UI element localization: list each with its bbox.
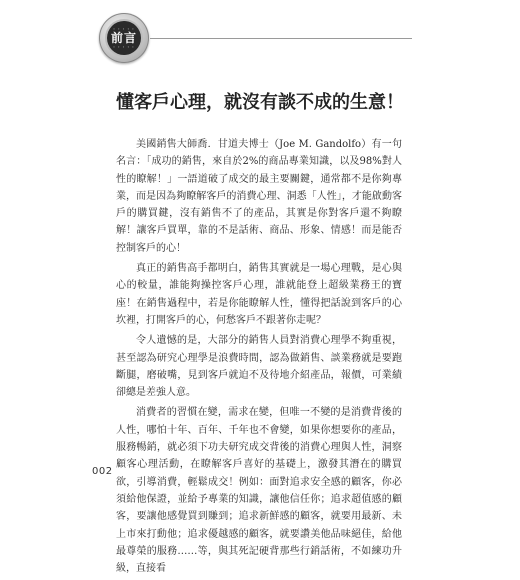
chapter-badge [99, 13, 149, 63]
badge-label: 前言 [110, 31, 137, 45]
paragraph: 美國銷售大師喬．甘道夫博士（Joe M. Gandolfo）有一句名言：「成功的銷售，來自於2%的商品專業知識，以及98%對人性的瞭解！」一語道破了成交的最主要關鍵，通常都不是你夠專業，而是因為夠瞭解客戶的消費心理、洞悉「人性」，才能啟動客戶的購買鍵，沒有銷售不了的產品，其實是你對客戶還不夠瞭解！讓客戶買單，靠的不是話術、商品、形象、情感！而是能否控制客戶的心！ [116, 139, 402, 254]
page-number: 002 [92, 466, 113, 477]
page-title: 懂客戶心理，就沒有談不成的生意！ [116, 92, 404, 113]
badge-center [107, 21, 141, 55]
badge-dots-bottom: • • • • • [113, 45, 135, 49]
paragraph: 令人遺憾的是，大部分的銷售人員對消費心理學不夠重視，甚至認為研究心理學是浪費時間，認為做銷售、談業務就是要跑斷腿，磨破嘴，見到客戶就迫不及待地介紹產品，報價，可業績卻總是差強人意。 [116, 335, 402, 399]
header-rule [150, 38, 412, 39]
paragraph: 消費者的習慣在變，需求在變，但唯一不變的是消費背後的人性，哪怕十年、百年、千年也不會變，如果你想要你的產品，服務暢銷，就必須下功夫研究成交背後的消費心理與人性，洞察顧客心理活動，在瞭解客戶喜好的基礎上，激發其潛在的購買欲，引導消費，輕鬆成交！例如：面對追求安全感的顧客，你必須給他保證，並給予專業的知識，讓他信任你；追求超值感的顧客，要讓他感覺買到賺到；追求新鮮感的顧客，就要用最新、未上市來打動他；追求優越感的顧客，就要讚美他品味絕佳，給他最尊榮的服務……等，與其死記硬背那些行銷話術，不如練功升級，直接看 [116, 407, 402, 575]
paragraph: 真正的銷售高手都明白，銷售其實就是一場心理戰，是心與心的較量，誰能夠操控客戶心理，誰就能登上超級業務王的寶座！在銷售過程中，若是你能瞭解人性，懂得把話說到客戶的心坎裡，打開客戶的心，何愁客戶不跟著你走呢？ [116, 263, 402, 326]
body-text [116, 136, 402, 580]
badge-dots-top: • • • • • [113, 27, 135, 31]
